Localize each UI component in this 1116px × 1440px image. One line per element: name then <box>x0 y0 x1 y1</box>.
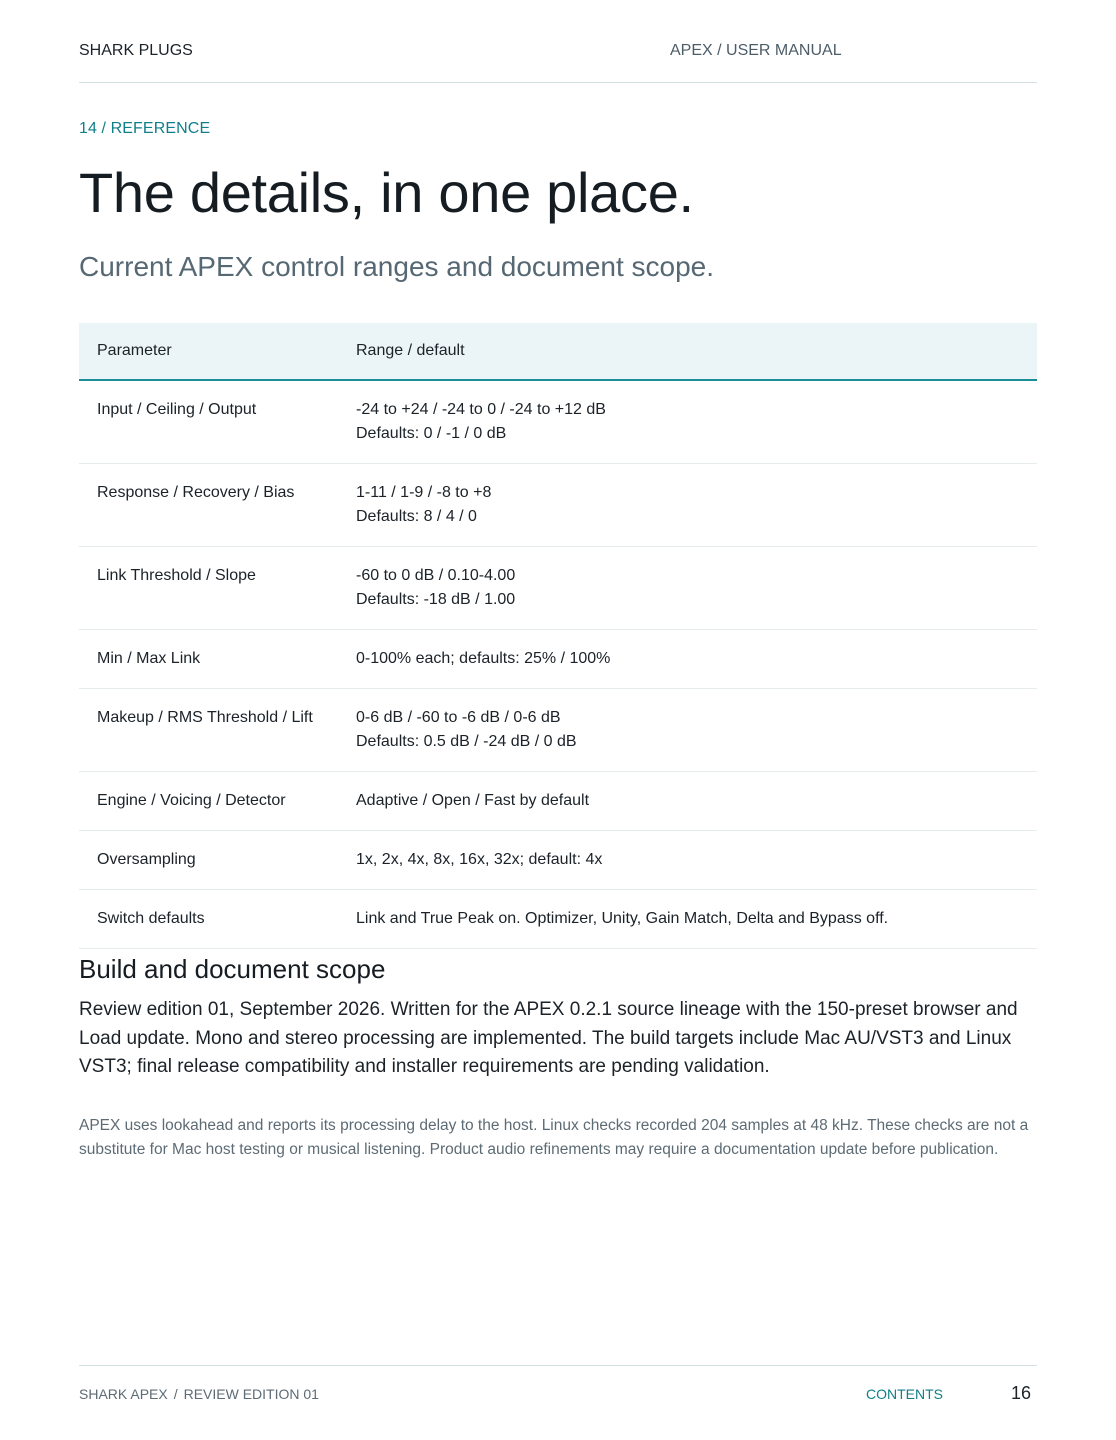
range-cell <box>338 380 1037 464</box>
page-title: The details, in one place. <box>79 161 694 224</box>
table-header-row <box>79 323 1037 380</box>
footer-edition-label: REVIEW EDITION 01 <box>183 1386 319 1402</box>
parameter-cell: Makeup / RMS Threshold / Lift <box>79 689 338 772</box>
table-row <box>79 547 1037 630</box>
scope-heading: Build and document scope <box>79 954 386 984</box>
footer-separator: / <box>173 1386 178 1402</box>
parameter-cell: Oversampling <box>79 831 338 890</box>
parameter-cell: Input / Ceiling / Output <box>79 380 338 464</box>
scope-note: APEX uses lookahead and reports its processing delay to the host. Linux checks recorded 204 samples at 48 kHz. These checks are not a substitute for Mac host testing or musical listening. Product audio refinements may require a documentation update before publication. <box>79 1117 1029 1158</box>
parameter-cell: Response / Recovery / Bias <box>79 464 338 547</box>
page-subtitle: Current APEX control ranges and document scope. <box>79 251 715 282</box>
range-text: -24 to +24 / -24 to 0 / -24 to +12 dB <box>356 401 606 418</box>
parameter-cell: Min / Max Link <box>79 630 338 689</box>
parameter-cell: Engine / Voicing / Detector <box>79 772 338 831</box>
range-cell <box>338 772 1037 831</box>
table-row <box>79 380 1037 464</box>
parameter-cell: Link Threshold / Slope <box>79 547 338 630</box>
range-cell <box>338 831 1037 890</box>
range-cell <box>338 689 1037 772</box>
range-text: -60 to 0 dB / 0.10-4.00 <box>356 567 516 584</box>
contents-link[interactable]: CONTENTS <box>866 1386 943 1402</box>
default-text: Defaults: 8 / 4 / 0 <box>356 508 477 525</box>
default-text: Defaults: -18 dB / 1.00 <box>356 591 516 608</box>
table-row <box>79 689 1037 772</box>
range-cell <box>338 630 1037 689</box>
document-name: APEX / USER MANUAL <box>670 42 842 59</box>
table-row <box>79 772 1037 831</box>
column-header-parameter: Parameter <box>79 323 338 380</box>
footer-product: SHARK APEX <box>79 1386 168 1402</box>
table-row <box>79 630 1037 689</box>
scope-body: Review edition 01, September 2026. Written for the APEX 0.2.1 source lineage with the 150-preset browser and Load update. Mono and stereo processing are implemented. The build targets include Mac AU/VST3 and Linux VST3; final release compatibility and installer requirements are pending validation. <box>79 999 1018 1077</box>
range-text: 1-11 / 1-9 / -8 to +8 <box>356 484 492 501</box>
range-cell <box>338 890 1037 949</box>
footer-edition <box>79 1386 319 1402</box>
range-text: 0-6 dB / -60 to -6 dB / 0-6 dB <box>356 709 561 726</box>
column-header-range: Range / default <box>338 323 1037 380</box>
reference-table <box>79 323 1037 949</box>
page-number: 16 <box>1010 1383 1031 1403</box>
table-row <box>79 464 1037 547</box>
brand-name: SHARK PLUGS <box>79 42 193 59</box>
range-text: Link and True Peak on. Optimizer, Unity, Gain Match, Delta and Bypass off. <box>356 910 889 927</box>
range-text: Adaptive / Open / Fast by default <box>356 792 590 809</box>
table-row <box>79 890 1037 949</box>
range-text: 1x, 2x, 4x, 8x, 16x, 32x; default: 4x <box>356 851 603 868</box>
range-cell <box>338 464 1037 547</box>
range-cell <box>338 547 1037 630</box>
page-footer <box>79 1365 1037 1416</box>
table-row <box>79 831 1037 890</box>
range-text: 0-100% each; defaults: 25% / 100% <box>356 650 611 667</box>
default-text: Defaults: 0.5 dB / -24 dB / 0 dB <box>356 733 577 750</box>
page-header <box>79 42 1037 83</box>
default-text: Defaults: 0 / -1 / 0 dB <box>356 425 507 442</box>
parameter-cell: Switch defaults <box>79 890 338 949</box>
section-label: 14 / REFERENCE <box>79 120 211 137</box>
